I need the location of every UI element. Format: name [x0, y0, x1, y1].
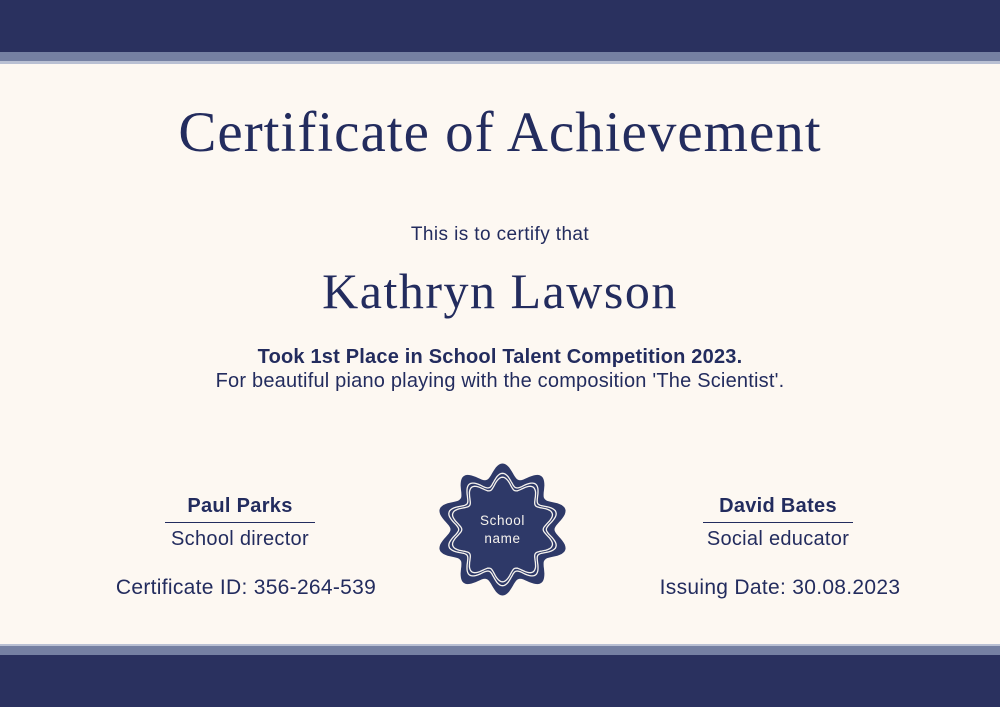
top-border-band — [0, 0, 1000, 52]
signer-name: Paul Parks — [187, 495, 293, 517]
signature-block-right — [628, 494, 928, 552]
signature-line — [703, 522, 853, 523]
issuing-date: Issuing Date: 30.08.2023 — [659, 576, 901, 599]
certificate-title: Certificate of Achievement — [178, 101, 822, 164]
top-accent-stripe — [0, 52, 1000, 64]
recipient-name: Kathryn Lawson — [322, 263, 678, 319]
bottom-border-band — [0, 655, 1000, 707]
signer-role: Social educator — [706, 528, 850, 550]
signature-block-left — [90, 494, 390, 552]
achievement-detail: For beautiful piano playing with the composition 'The Scientist'. — [215, 370, 785, 392]
certify-subtitle: This is to certify that — [410, 224, 590, 245]
bottom-accent-stripe — [0, 644, 1000, 655]
signer-name: David Bates — [719, 495, 837, 517]
signer-role: School director — [171, 528, 309, 550]
achievement-statement: Took 1st Place in School Talent Competition 2023. — [257, 346, 743, 368]
certificate-id: Certificate ID: 356-264-539 — [115, 576, 377, 599]
signature-line — [165, 522, 315, 523]
school-seal — [436, 463, 569, 596]
seal-label: School name — [480, 512, 525, 546]
